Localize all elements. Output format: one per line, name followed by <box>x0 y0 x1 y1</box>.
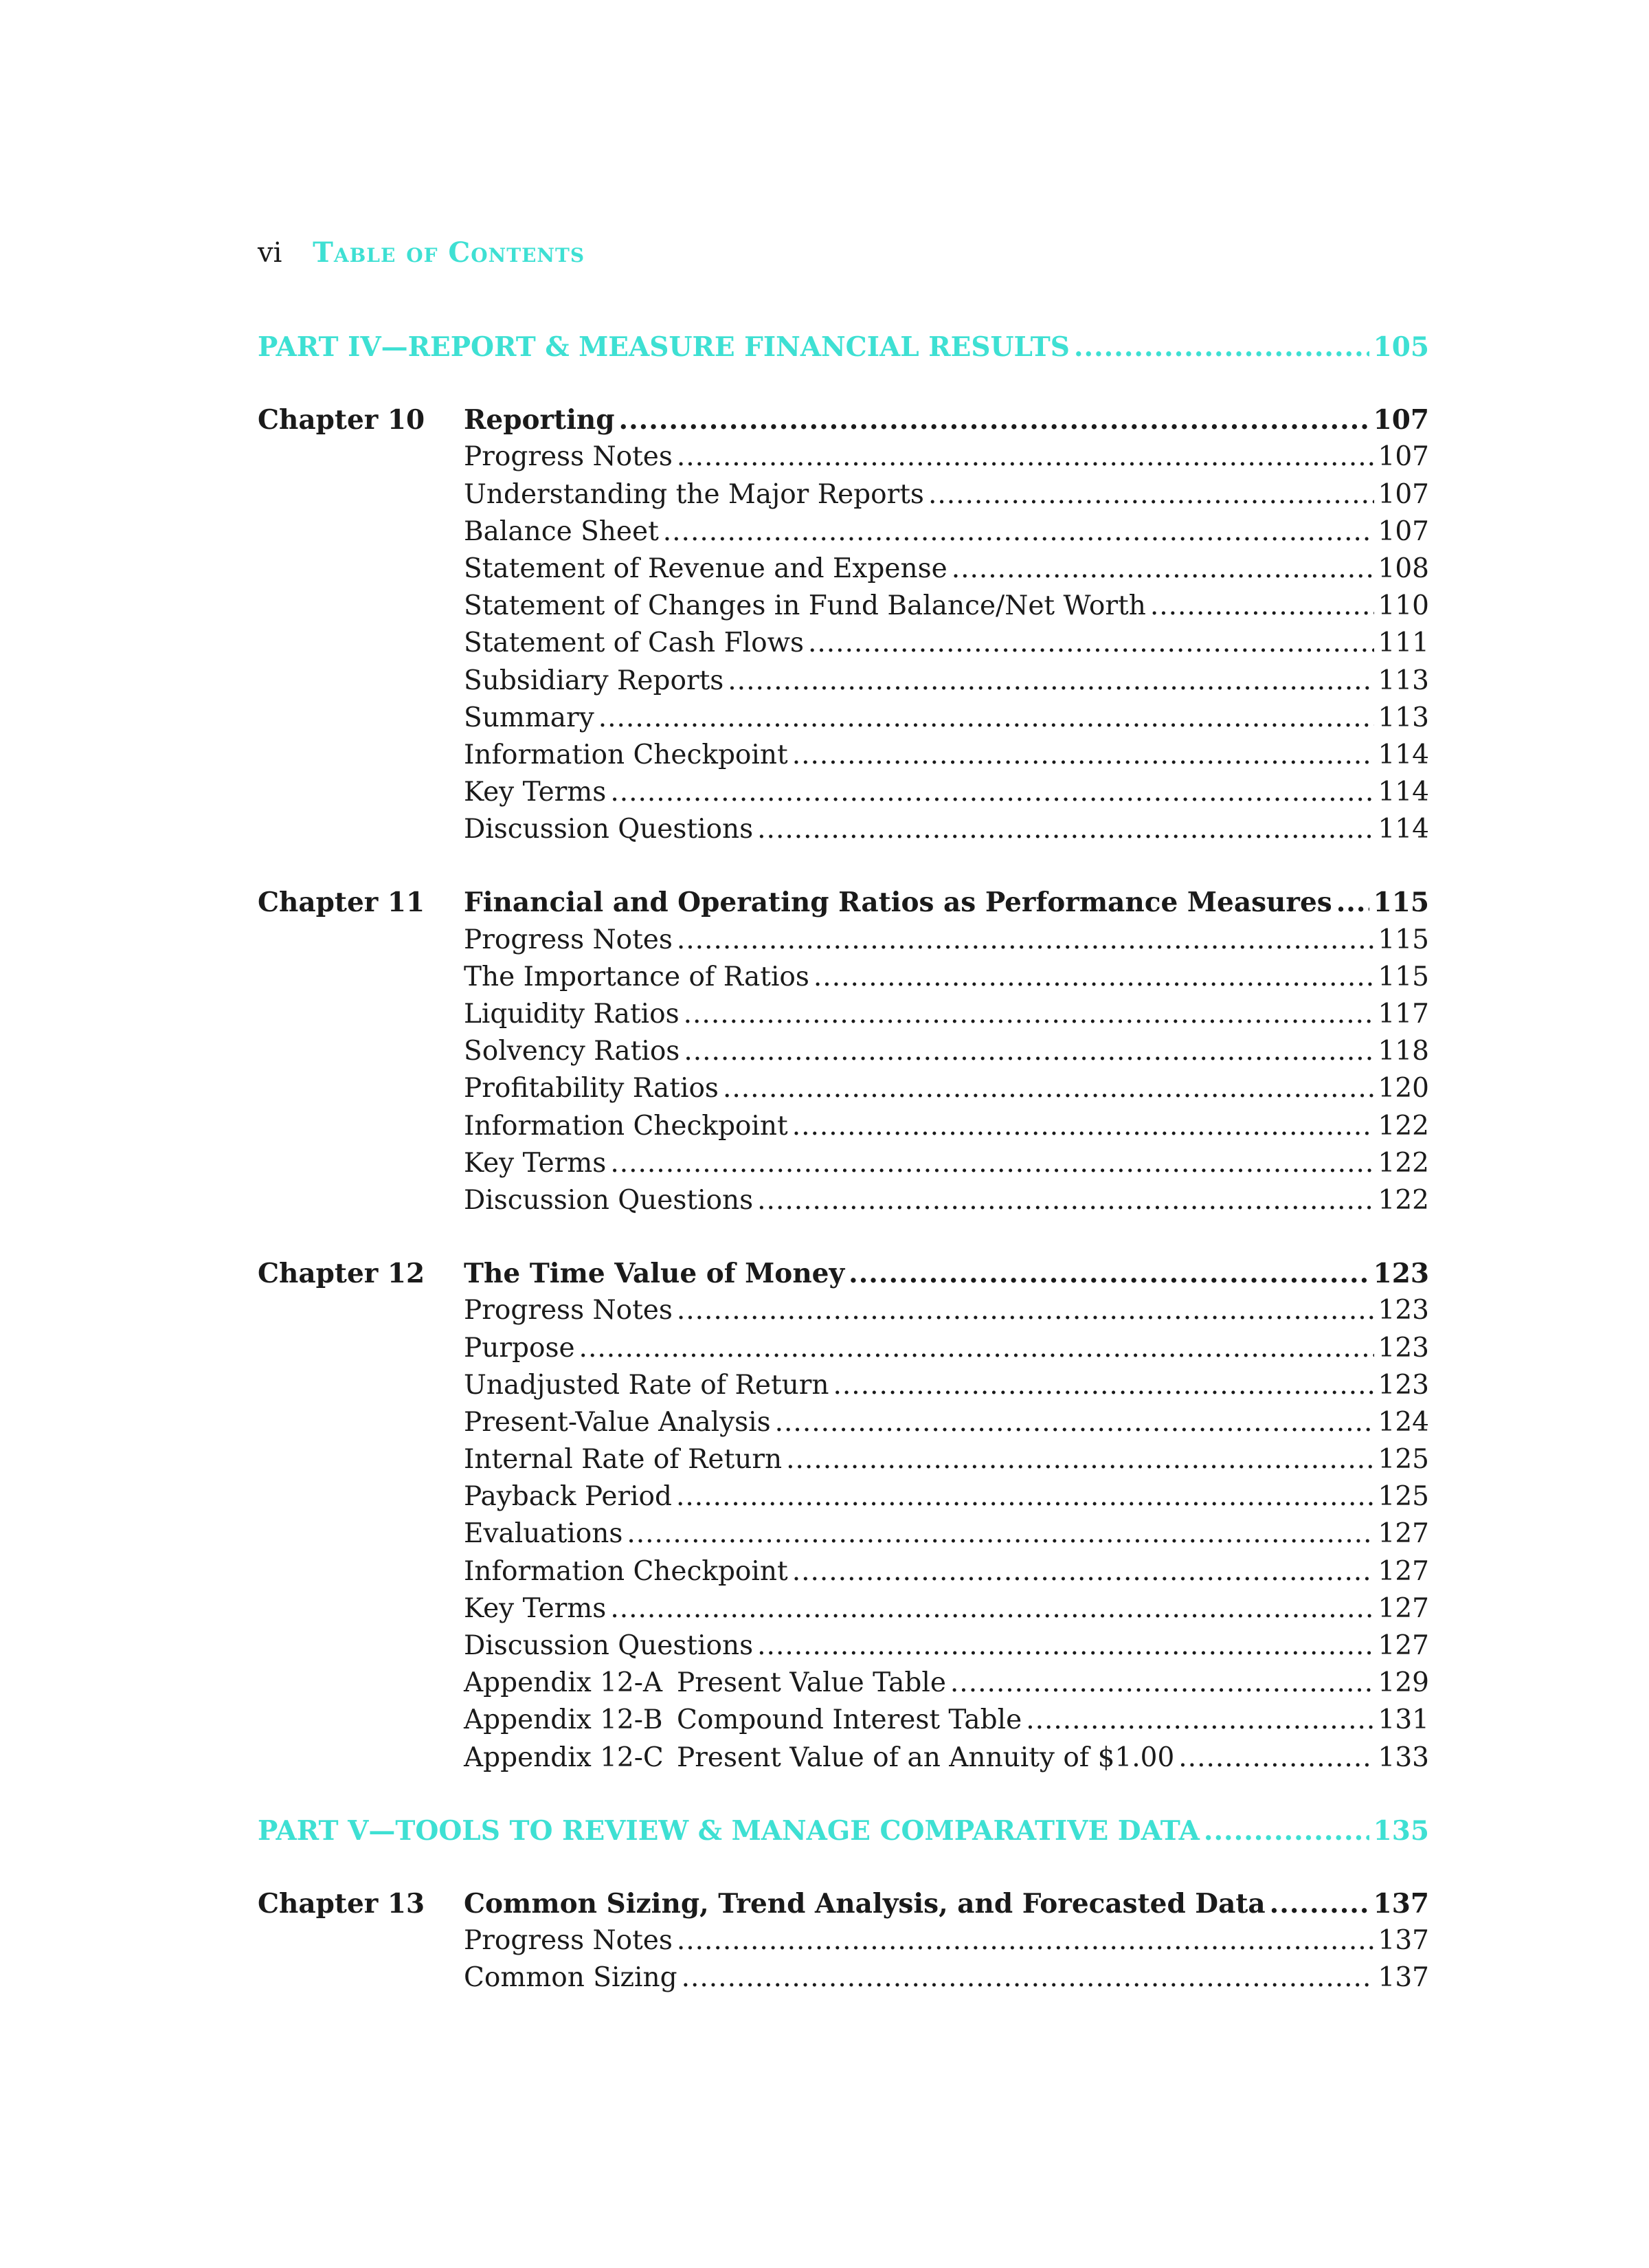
toc-entry[interactable] <box>464 774 1429 811</box>
chapter-entries <box>464 401 1429 848</box>
dot-leader <box>1074 329 1369 366</box>
chapter-title: Financial and Operating Ratios as Performance Measures <box>464 887 1332 919</box>
entry-label: Understanding the Major Reports <box>464 478 924 510</box>
dot-leader <box>814 959 1374 996</box>
toc-entry[interactable] <box>464 1553 1429 1590</box>
entry-label: Key Terms <box>464 777 607 808</box>
chapter-title: The Time Value of Money <box>464 1258 845 1290</box>
page-number: 131 <box>1378 1704 1429 1736</box>
toc-entry[interactable] <box>464 663 1429 700</box>
chapter-label: Chapter 13 <box>258 1887 425 1920</box>
dot-leader <box>684 996 1374 1033</box>
dot-leader <box>663 513 1374 551</box>
page-number: 127 <box>1378 1630 1429 1661</box>
toc-entry[interactable] <box>464 1108 1429 1145</box>
entry-label: Information Checkpoint <box>464 739 788 770</box>
dot-leader <box>1204 1812 1369 1849</box>
page-number: 120 <box>1378 1073 1429 1104</box>
page-number: 118 <box>1378 1036 1429 1067</box>
toc-entry[interactable] <box>464 1404 1429 1441</box>
toc-entry[interactable] <box>464 1959 1429 1997</box>
dot-leader <box>610 1590 1373 1627</box>
toc-entry[interactable] <box>464 811 1429 848</box>
table-of-contents <box>258 329 1429 2033</box>
toc-part-iv[interactable] <box>258 329 1429 366</box>
toc-entry[interactable] <box>464 737 1429 774</box>
page-number: 123 <box>1378 1332 1429 1364</box>
dot-leader <box>757 811 1373 848</box>
toc-entry[interactable] <box>464 1070 1429 1107</box>
entry-label: Information Checkpoint <box>464 1555 788 1587</box>
toc-entry[interactable] <box>464 588 1429 625</box>
entry-label: The Importance of Ratios <box>464 961 809 992</box>
page-number: 127 <box>1378 1592 1429 1624</box>
page-number: 122 <box>1378 1184 1429 1216</box>
toc-entry[interactable] <box>464 1515 1429 1553</box>
toc-chapter-12 <box>258 1255 1429 1777</box>
toc-entry[interactable] <box>464 922 1429 959</box>
page-number: 123 <box>1378 1295 1429 1326</box>
dot-leader <box>682 1959 1374 1997</box>
toc-chapter-10 <box>258 401 1429 848</box>
toc-entry[interactable] <box>464 1292 1429 1329</box>
entry-label: Summary <box>464 702 594 733</box>
dot-leader <box>723 1070 1374 1107</box>
page-number: 105 <box>1373 331 1429 363</box>
dot-leader <box>757 1627 1373 1665</box>
dot-leader <box>677 438 1374 476</box>
dot-leader <box>610 1145 1373 1182</box>
page-number: 107 <box>1378 441 1429 473</box>
toc-entry[interactable] <box>464 476 1429 513</box>
entry-label: Statement of Cash Flows <box>464 627 804 659</box>
chapter-title: Common Sizing, Trend Analysis, and Forecasted Data <box>464 1887 1266 1920</box>
chapter-title-entry[interactable] <box>464 1885 1429 1922</box>
chapter-title: Reporting <box>464 404 615 436</box>
toc-entry[interactable] <box>464 1145 1429 1182</box>
page-number: 137 <box>1373 1887 1429 1920</box>
entry-label: Information Checkpoint <box>464 1110 788 1142</box>
dot-leader <box>1178 1739 1373 1777</box>
dot-leader <box>684 1033 1373 1070</box>
page-number: 135 <box>1373 1814 1429 1847</box>
page-number: 115 <box>1373 887 1429 919</box>
chapter-title-entry[interactable] <box>464 401 1429 438</box>
appendix-code: Appendix 12-A <box>464 1667 663 1699</box>
page-number: 108 <box>1378 553 1429 584</box>
chapter-label: Chapter 11 <box>258 887 425 919</box>
page-number: 113 <box>1378 665 1429 696</box>
entry-label: Subsidiary Reports <box>464 665 724 696</box>
chapter-title-entry[interactable] <box>464 884 1429 921</box>
chapter-title-entry[interactable] <box>464 1255 1429 1292</box>
page-number: 125 <box>1378 1444 1429 1476</box>
dot-leader <box>928 476 1374 513</box>
page-number: 115 <box>1378 961 1429 992</box>
page-number: 129 <box>1378 1667 1429 1699</box>
entry-label: Discussion Questions <box>464 1184 754 1216</box>
toc-entry[interactable] <box>464 1478 1429 1515</box>
page-number: 117 <box>1378 999 1429 1030</box>
page-number: 137 <box>1378 1925 1429 1957</box>
entry-label: Discussion Questions <box>464 1630 754 1661</box>
toc-part-v[interactable] <box>258 1812 1429 1849</box>
appendix-code: Appendix 12-B <box>464 1704 663 1736</box>
toc-entry[interactable] <box>464 996 1429 1033</box>
page-number: 114 <box>1378 739 1429 770</box>
page-number: 122 <box>1378 1147 1429 1179</box>
toc-appendix-entry[interactable] <box>464 1702 1429 1739</box>
appendix-label <box>464 1702 1022 1739</box>
toc-entry[interactable] <box>464 438 1429 476</box>
page-number: 137 <box>1378 1962 1429 1994</box>
toc-entry[interactable] <box>464 551 1429 588</box>
dot-leader <box>627 1515 1373 1553</box>
dot-leader <box>792 1108 1374 1145</box>
page-number: 124 <box>1378 1406 1429 1438</box>
page-number: 113 <box>1378 702 1429 733</box>
appendix-label <box>464 1739 1174 1777</box>
dot-leader <box>833 1367 1374 1404</box>
toc-entry[interactable] <box>464 513 1429 551</box>
dot-leader <box>950 1665 1374 1702</box>
page-number: 122 <box>1378 1110 1429 1142</box>
page-number: 107 <box>1378 515 1429 547</box>
part-title: PART V—TOOLS TO REVIEW & MANAGE COMPARATIVE DATA <box>258 1814 1200 1847</box>
entry-label: Profitability Ratios <box>464 1073 719 1104</box>
dot-leader <box>677 922 1374 959</box>
entry-label: Statement of Changes in Fund Balance/Net Worth <box>464 590 1146 622</box>
dot-leader <box>610 774 1373 811</box>
entry-label: Liquidity Ratios <box>464 999 680 1030</box>
dot-leader <box>775 1404 1374 1441</box>
entry-label: Progress Notes <box>464 1295 673 1326</box>
toc-entry[interactable] <box>464 1627 1429 1665</box>
dot-leader <box>1336 884 1369 921</box>
toc-entry[interactable] <box>464 1922 1429 1959</box>
dot-leader <box>786 1441 1373 1478</box>
dot-leader <box>598 700 1374 737</box>
chapter-label: Chapter 10 <box>258 404 425 436</box>
toc-entry[interactable] <box>464 1182 1429 1219</box>
page-number: 115 <box>1378 924 1429 955</box>
dot-leader <box>619 401 1369 438</box>
page-number: 107 <box>1373 404 1429 436</box>
dot-leader <box>849 1255 1369 1292</box>
entry-label: Balance Sheet <box>464 515 659 547</box>
entry-label: Unadjusted Rate of Return <box>464 1369 829 1401</box>
entry-label: Payback Period <box>464 1481 672 1513</box>
chapter-entries <box>464 1885 1429 1997</box>
appendix-label <box>464 1665 946 1702</box>
dot-leader <box>1270 1885 1369 1922</box>
dot-leader <box>677 1922 1374 1959</box>
dot-leader <box>952 551 1374 588</box>
dot-leader <box>792 737 1374 774</box>
entry-label: Progress Notes <box>464 1925 673 1957</box>
page-number: 114 <box>1378 814 1429 845</box>
running-head <box>258 232 585 274</box>
dot-leader <box>1150 588 1374 625</box>
dot-leader <box>677 1292 1374 1329</box>
chapter-entries <box>464 1255 1429 1777</box>
page-number: 107 <box>1378 478 1429 510</box>
entry-label: Progress Notes <box>464 924 673 955</box>
toc-entry[interactable] <box>464 1441 1429 1478</box>
entry-label: Solvency Ratios <box>464 1036 680 1067</box>
page-number: 111 <box>1378 627 1429 659</box>
toc-entry[interactable] <box>464 1033 1429 1070</box>
entry-label: Common Sizing <box>464 1962 677 1994</box>
appendix-title: Compound Interest Table <box>677 1704 1022 1736</box>
appendix-title: Present Value of an Annuity of $1.00 <box>677 1742 1175 1773</box>
entry-label: Present-Value Analysis <box>464 1406 771 1438</box>
dot-leader <box>728 663 1373 700</box>
page-number: 123 <box>1378 1369 1429 1401</box>
entry-label: Internal Rate of Return <box>464 1444 783 1476</box>
toc-appendix-entry[interactable] <box>464 1739 1429 1777</box>
appendix-code: Appendix 12-C <box>464 1742 664 1773</box>
dot-leader <box>808 625 1374 662</box>
page-number: 133 <box>1378 1742 1429 1773</box>
toc-chapter-13 <box>258 1885 1429 1997</box>
toc-entry[interactable] <box>464 625 1429 662</box>
toc-chapter-11 <box>258 884 1429 1219</box>
entry-label: Discussion Questions <box>464 814 754 845</box>
toc-entry[interactable] <box>464 959 1429 996</box>
dot-leader <box>676 1478 1374 1515</box>
entry-label: Purpose <box>464 1332 575 1364</box>
dot-leader <box>1026 1702 1373 1739</box>
part-title: PART IV—REPORT & MEASURE FINANCIAL RESULTS <box>258 331 1070 363</box>
toc-appendix-entry[interactable] <box>464 1665 1429 1702</box>
page-number: 127 <box>1378 1518 1429 1550</box>
appendix-title: Present Value Table <box>677 1667 946 1699</box>
dot-leader <box>579 1330 1374 1367</box>
entry-label: Key Terms <box>464 1592 607 1624</box>
entry-label: Evaluations <box>464 1518 623 1550</box>
running-head-title: Table of Contents <box>313 236 585 269</box>
page-number: 110 <box>1378 590 1429 622</box>
dot-leader <box>792 1553 1374 1590</box>
entry-label: Key Terms <box>464 1147 607 1179</box>
entry-label: Progress Notes <box>464 441 673 473</box>
toc-entry[interactable] <box>464 700 1429 737</box>
entry-label: Statement of Revenue and Expense <box>464 553 947 584</box>
chapter-entries <box>464 884 1429 1219</box>
page-number: 123 <box>1373 1258 1429 1290</box>
page-number: 125 <box>1378 1481 1429 1513</box>
chapter-label: Chapter 12 <box>258 1258 425 1290</box>
toc-entry[interactable] <box>464 1590 1429 1627</box>
dot-leader <box>757 1182 1373 1219</box>
toc-entry[interactable] <box>464 1330 1429 1367</box>
page-number: 127 <box>1378 1555 1429 1587</box>
page-number: 114 <box>1378 777 1429 808</box>
page-folio: vi <box>258 237 282 269</box>
toc-entry[interactable] <box>464 1367 1429 1404</box>
